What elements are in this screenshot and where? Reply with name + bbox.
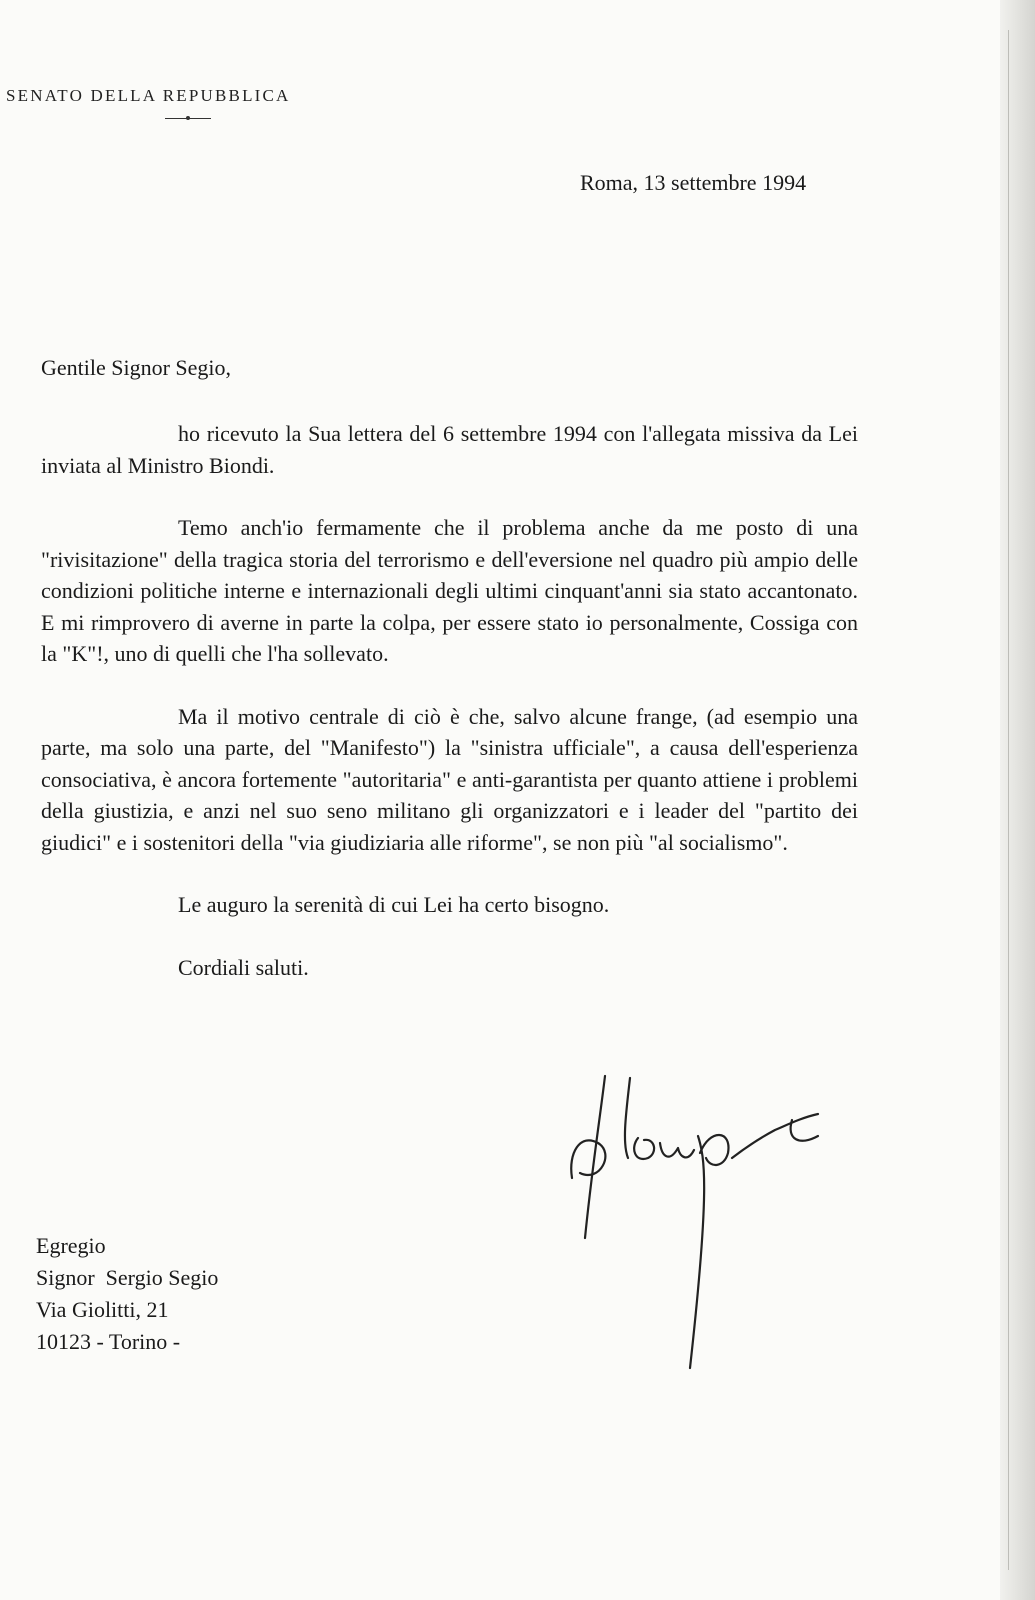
page-edge-line (1008, 30, 1009, 1570)
address-line-2: Signor Sergio Segio (36, 1265, 219, 1290)
page-edge-shadow (1000, 0, 1035, 1600)
handwritten-signature (560, 1058, 860, 1378)
paragraph-1: ho ricevuto la Sua lettera del 6 settembre 1994 con l'allegata missiva da Lei inviata al Ministro Biondi. (41, 421, 858, 478)
paragraph-3: Ma il motivo centrale di ciò è che, salvo alcune frange, (ad esempio una parte, ma solo una parte, del "Manifesto") la "sinistra ufficiale", a causa dell'esperienza consociativa, è ancora fortemente "autoritaria" e anti-garantista per quanto attiene i problemi della giustizia, e anzi nel suo seno militano gli organizzatori e i leader del "partito dei giudici" e i sostenitori della "via giudiziaria alle riforme", se non più "al socialismo". (41, 703, 858, 855)
paragraph-2: Temo anch'io fermamente che il problema anche da me posto di una "rivisitazione" della tragica storia del terrorismo e dell'eversione nel quadro più ampio delle condizioni politiche interne e internazionali degli ultimi cinquant'anni sia stato accantonato. E mi rimprovero di averne in parte la colpa, per essere stato io personalmente, Cossiga con la "K"!, uno di quelli che l'ha sollevato. (41, 515, 858, 666)
address-line-4: 10123 - Torino - (36, 1329, 181, 1354)
letterhead-ornament (186, 116, 190, 120)
letterhead: SENATO DELLA REPUBBLICA (6, 86, 291, 105)
paragraph-4: Le auguro la serenità di cui Lei ha certo bisogno. (178, 892, 610, 917)
address-line-3: Via Giolitti, 21 (36, 1297, 169, 1322)
recipient-address (36, 1230, 218, 1358)
letter-body (41, 418, 858, 1014)
letter-date: Roma, 13 settembre 1994 (580, 170, 807, 195)
address-line-1: Egregio (36, 1233, 106, 1258)
closing: Cordiali saluti. (178, 954, 309, 980)
salutation: Gentile Signor Segio, (41, 355, 232, 380)
